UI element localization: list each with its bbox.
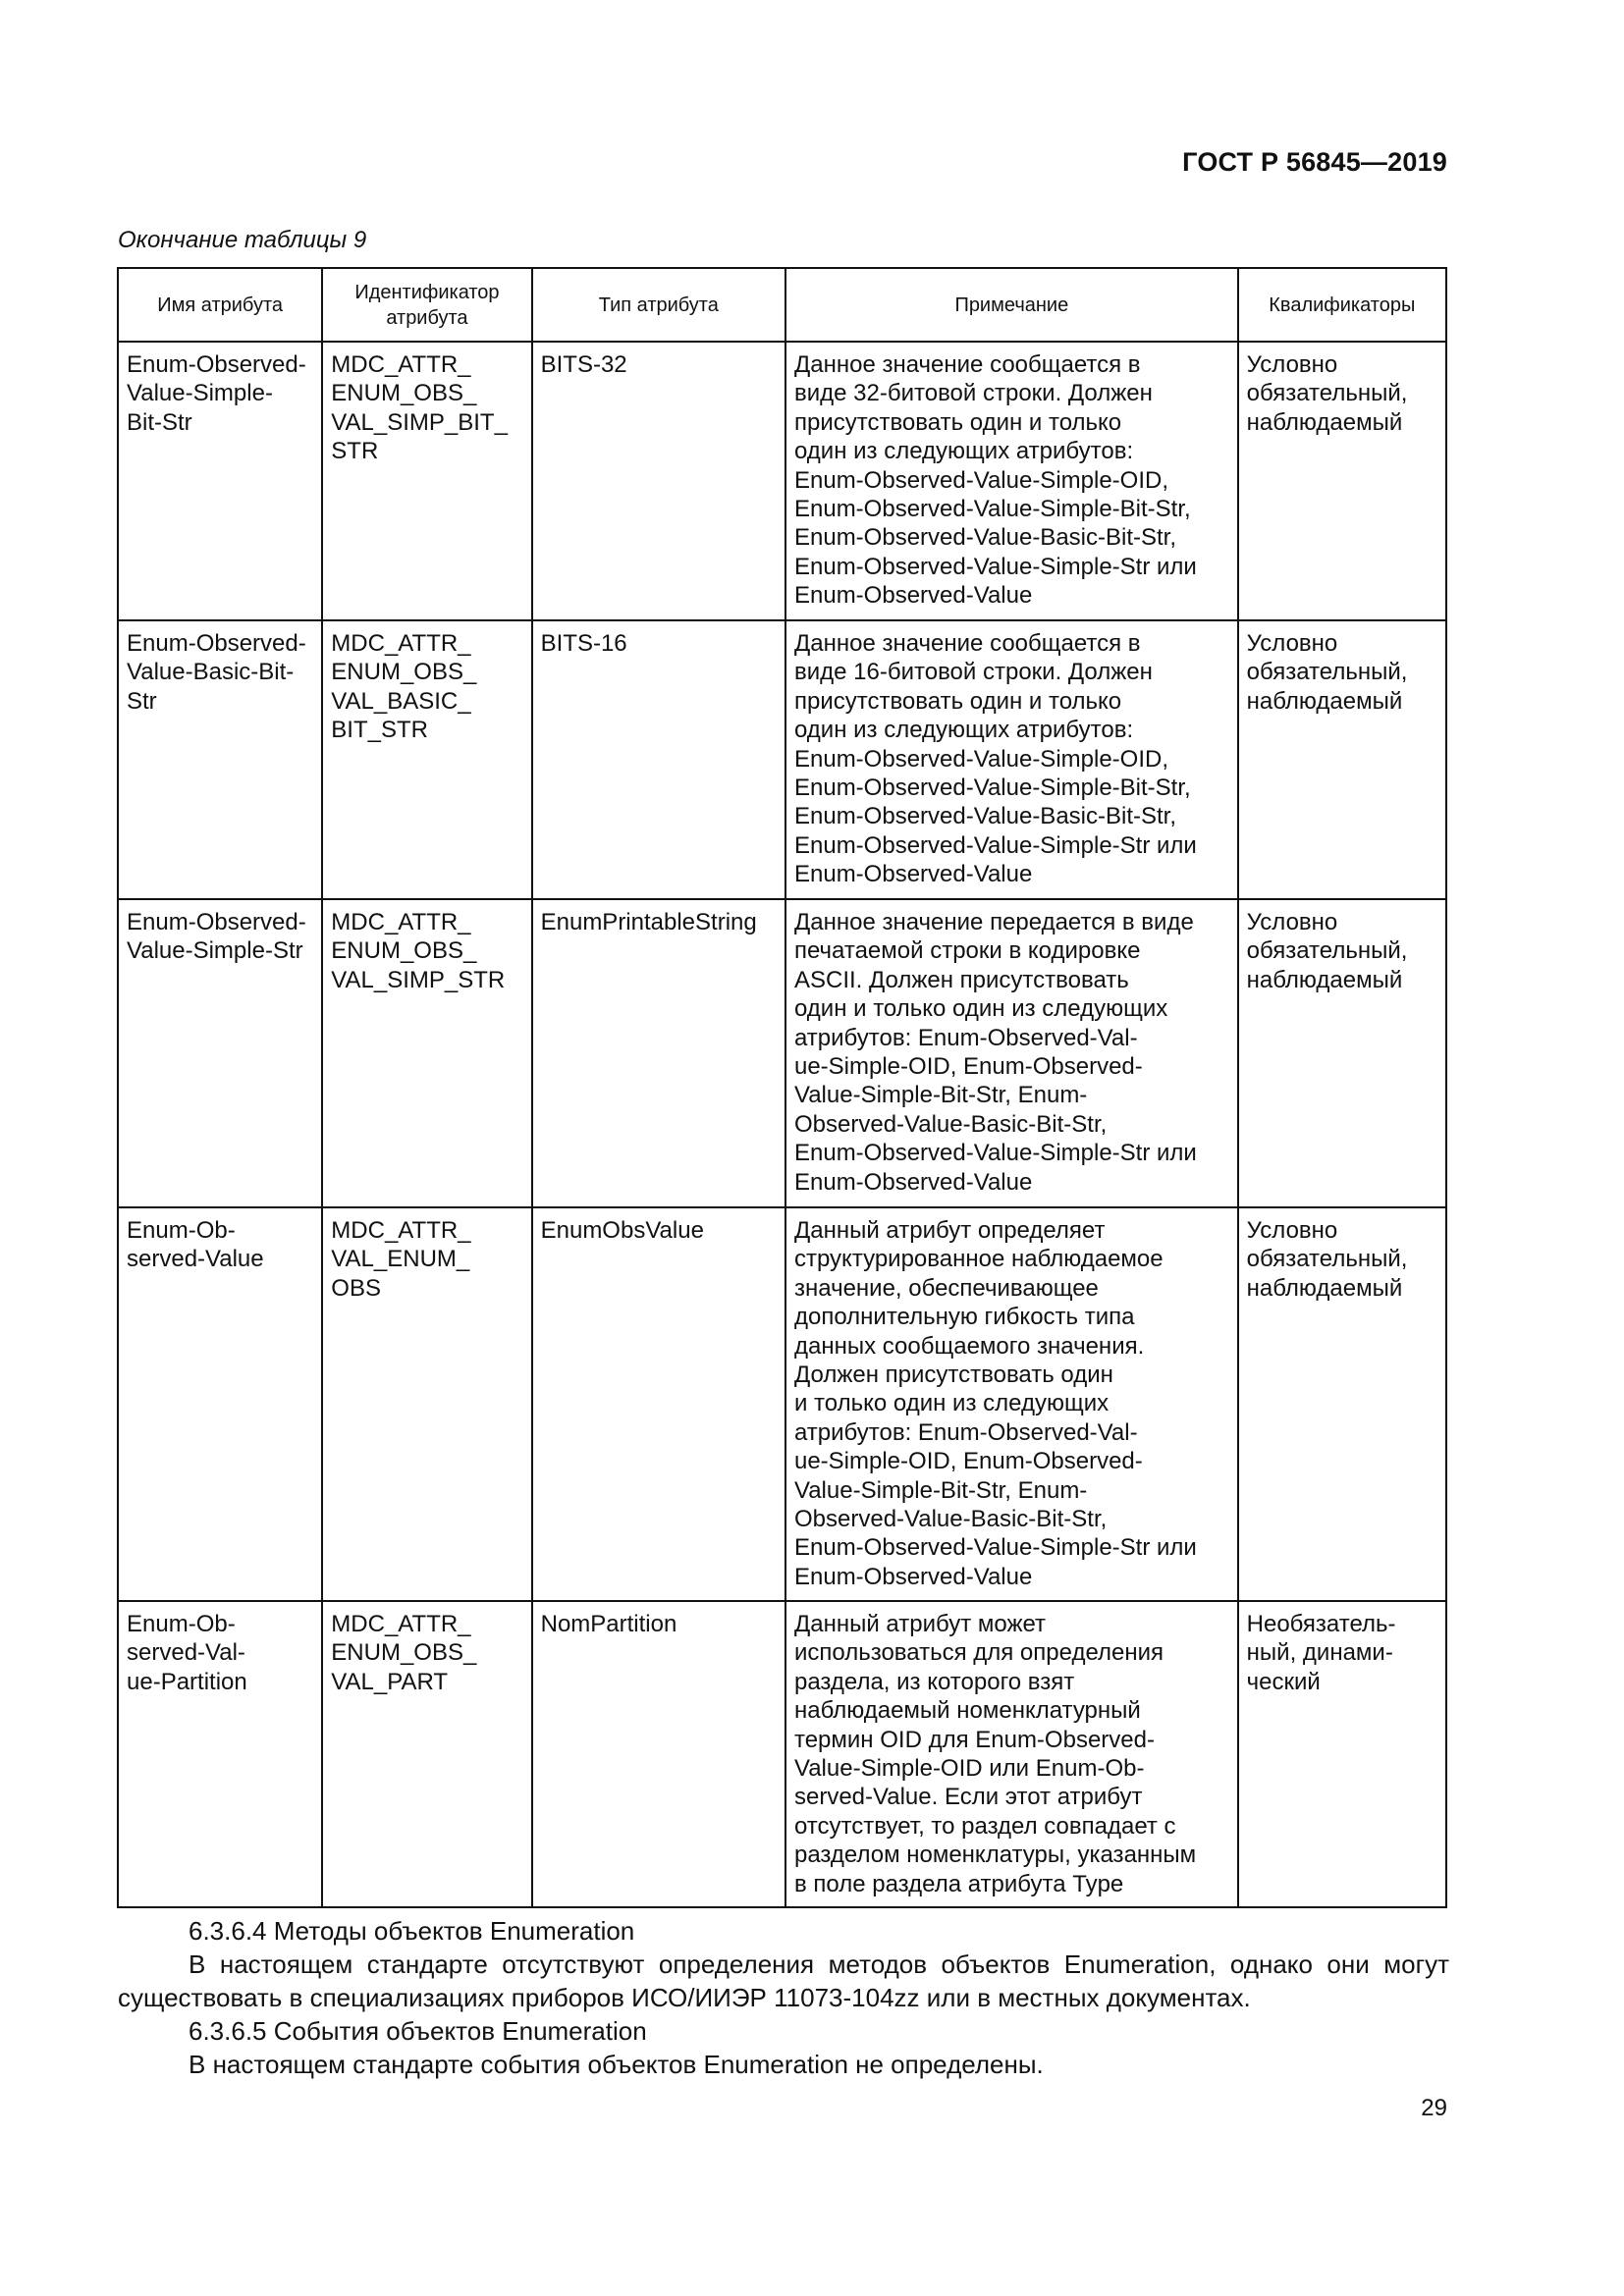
cell-note: Данный атрибут определяет структурированное наблюдаемое значение, обеспечивающее дополнительную гибкость типа данных сообщаемого значения. Должен присутствовать один и только один из следующих атрибутов: Enum-Observed-Val- ue-Simple-OID, Enum-Observed- Value-Simple-Bit-Str, Enum- Observed-Value-Basic-Bit-Str, Enum-Observed-Value-Simple-Str или Enum-Observed-Value bbox=[785, 1207, 1238, 1601]
table-row bbox=[118, 342, 1446, 620]
cell-attribute-name: Enum-Observed- Value-Simple- Bit-Str bbox=[118, 342, 322, 620]
column-header-qualifiers: Квалификаторы bbox=[1238, 268, 1446, 342]
cell-attribute-id: MDC_ATTR_ ENUM_OBS_ VAL_PART bbox=[322, 1601, 531, 1907]
table-header-row bbox=[118, 268, 1446, 342]
cell-attribute-name: Enum-Observed- Value-Simple-Str bbox=[118, 899, 322, 1207]
table-row bbox=[118, 1207, 1446, 1601]
body-text bbox=[118, 1914, 1449, 2081]
cell-attribute-name: Enum-Ob- served-Val- ue-Partition bbox=[118, 1601, 322, 1907]
table-row bbox=[118, 620, 1446, 899]
table-row bbox=[118, 899, 1446, 1207]
cell-qualifiers: Условно обязательный, наблюдаемый bbox=[1238, 1207, 1446, 1601]
cell-qualifiers: Необязатель- ный, динами- ческий bbox=[1238, 1601, 1446, 1907]
column-header-note: Примечание bbox=[785, 268, 1238, 342]
cell-attribute-type: BITS-32 bbox=[532, 342, 785, 620]
section-heading-methods: 6.3.6.4 Методы объектов Enumeration bbox=[189, 1916, 635, 1946]
page-number: 29 bbox=[1421, 2095, 1447, 2121]
cell-attribute-name: Enum-Observed- Value-Basic-Bit- Str bbox=[118, 620, 322, 899]
table-caption: Окончание таблицы 9 bbox=[118, 227, 367, 253]
cell-attribute-id: MDC_ATTR_ VAL_ENUM_ OBS bbox=[322, 1207, 531, 1601]
cell-note: Данный атрибут может использоваться для определения раздела, из которого взят наблюдаемый номенклатурный термин OID для Enum-Observed- Value-Simple-OID или Enum-Ob- served-Value. Если этот атрибут отсутствует, то раздел совпадает с разделом номенклатуры, указанным в поле раздела атрибута Type bbox=[785, 1601, 1238, 1907]
cell-attribute-type: EnumPrintableString bbox=[532, 899, 785, 1207]
cell-attribute-name: Enum-Ob- served-Value bbox=[118, 1207, 322, 1601]
column-header-type: Тип атрибута bbox=[532, 268, 785, 342]
cell-qualifiers: Условно обязательный, наблюдаемый bbox=[1238, 620, 1446, 899]
section-paragraph-methods: В настоящем стандарте отсутствуют определения методов объектов Enumeration, однако они могут существовать в специализациях приборов ИСО/ИИЭР 11073-104zz или в местных документах. bbox=[118, 1949, 1449, 2012]
cell-attribute-id: MDC_ATTR_ ENUM_OBS_ VAL_SIMP_STR bbox=[322, 899, 531, 1207]
section-paragraph-events: В настоящем стандарте события объектов Enumeration не определены. bbox=[189, 2050, 1044, 2079]
attributes-table bbox=[117, 267, 1447, 1908]
cell-attribute-type: BITS-16 bbox=[532, 620, 785, 899]
cell-note: Данное значение передается в виде печатаемой строки в кодировке ASCII. Должен присутствовать один и только один из следующих атрибутов: Enum-Observed-Val- ue-Simple-OID, Enum-Observed- Value-Simple-Bit-Str, Enum- Observed-Value-Basic-Bit-Str, Enum-Observed-Value-Simple-Str или Enum-Observed-Value bbox=[785, 899, 1238, 1207]
cell-qualifiers: Условно обязательный, наблюдаемый bbox=[1238, 342, 1446, 620]
column-header-id: Идентификатор атрибута bbox=[322, 268, 531, 342]
cell-attribute-type: NomPartition bbox=[532, 1601, 785, 1907]
table-row bbox=[118, 1601, 1446, 1907]
column-header-name: Имя атрибута bbox=[118, 268, 322, 342]
cell-attribute-type: EnumObsValue bbox=[532, 1207, 785, 1601]
cell-attribute-id: MDC_ATTR_ ENUM_OBS_ VAL_BASIC_ BIT_STR bbox=[322, 620, 531, 899]
cell-qualifiers: Условно обязательный, наблюдаемый bbox=[1238, 899, 1446, 1207]
standard-id-header: ГОСТ Р 56845—2019 bbox=[1182, 147, 1447, 177]
cell-attribute-id: MDC_ATTR_ ENUM_OBS_ VAL_SIMP_BIT_ STR bbox=[322, 342, 531, 620]
cell-note: Данное значение сообщается в виде 16-битовой строки. Должен присутствовать один и только один из следующих атрибутов: Enum-Observed-Value-Simple-OID, Enum-Observed-Value-Simple-Bit-Str, Enum-Observed-Value-Basic-Bit-Str, Enum-Observed-Value-Simple-Str или Enum-Observed-Value bbox=[785, 620, 1238, 899]
section-heading-events: 6.3.6.5 События объектов Enumeration bbox=[189, 2016, 647, 2046]
cell-note: Данное значение сообщается в виде 32-битовой строки. Должен присутствовать один и только один из следующих атрибутов: Enum-Observed-Value-Simple-OID, Enum-Observed-Value-Simple-Bit-Str, Enum-Observed-Value-Basic-Bit-Str, Enum-Observed-Value-Simple-Str или Enum-Observed-Value bbox=[785, 342, 1238, 620]
